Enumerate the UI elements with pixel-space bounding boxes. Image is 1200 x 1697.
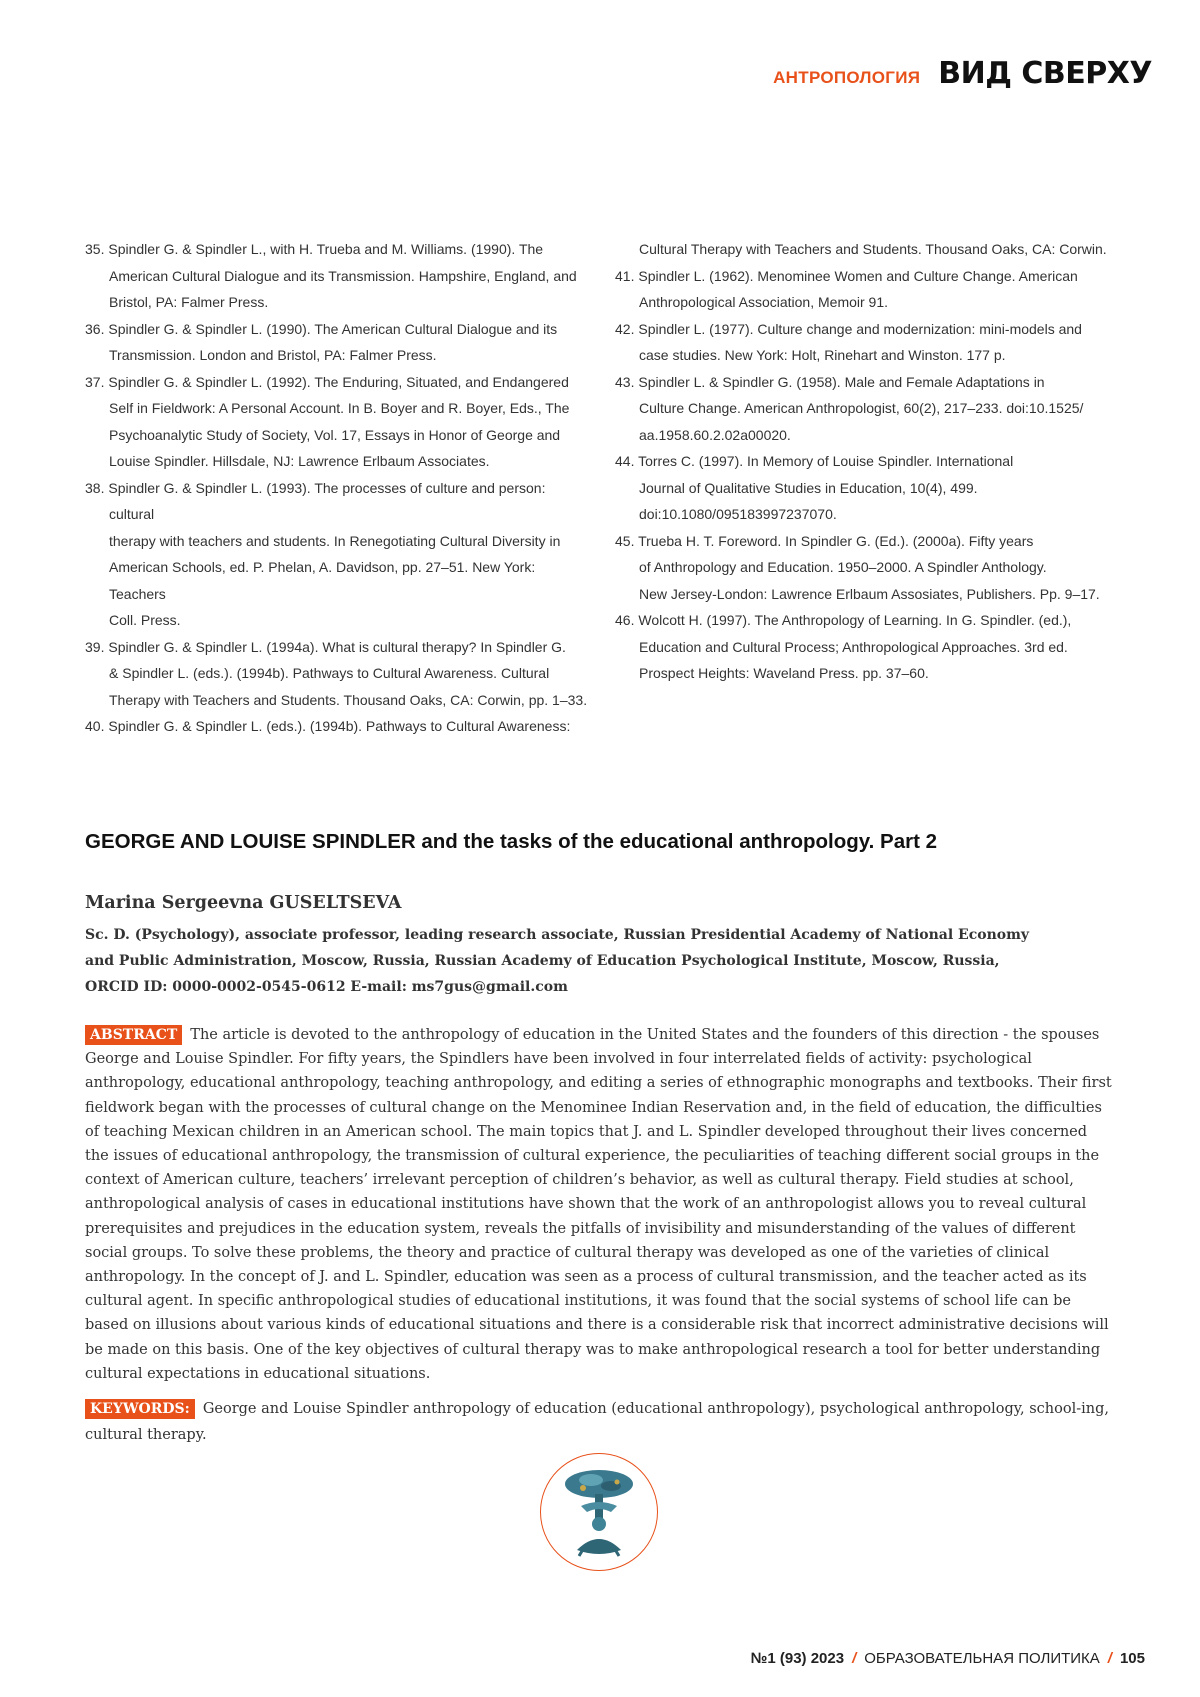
abstract-label: ABSTRACT bbox=[85, 1025, 182, 1045]
article-title: GEORGE AND LOUISE SPINDLER and the tasks of the educational anthropology. Part 2 bbox=[85, 830, 937, 854]
reference-item: 40. Spindler G. & Spindler L. (eds.). (1994b). Pathways to Cultural Awareness: bbox=[85, 713, 593, 740]
reference-item: 37. Spindler G. & Spindler L. (1992). The Enduring, Situated, and Endangered Self in Fieldwork: A Personal Account. In B. Boyer and R. Boyer, Eds., The Psychoanalytic Study of Society, Vol. 17, Essays in Honor of George and Louise Spindler. Hillsdale, NJ: Lawrence Erlbaum Associates. bbox=[85, 369, 593, 475]
section-title: АНТРОПОЛОГИЯ bbox=[773, 68, 920, 88]
footer-separator: / bbox=[852, 1650, 856, 1667]
sculpture-emblem-image bbox=[540, 1453, 658, 1571]
reference-item: 42. Spindler L. (1977). Culture change and modernization: mini-models and case studies. New York: Holt, Rinehart and Winston. 177 p. bbox=[615, 316, 1123, 369]
page-header bbox=[773, 56, 1152, 91]
abstract-text: The article is devoted to the anthropology of education in the United States and the founders of this direction - the spouses George and Louise Spindler. For fifty years, the Spindlers have been involved in four interrelated fields of activity: psychological anthropology, educational anthropology, teaching anthropology, and editing a series of ethnographic monographs and textbooks. Their first fieldwork began with the processes of cultural change on the Menominee Indian Reservation and, in the field of education, the difficulties of teaching Mexican children in an American school. The main topics that J. and L. Spindler developed throughout their lives concerned the issues of educational anthropology, the transmission of cultural experience, the peculiarities of teaching different social groups in the context of American culture, teachers’ irrelevant perception of children’s behavior, as well as cultural therapy. Field studies at school, anthropological analysis of cases in educational institutions have shown that the work of an anthropologist allows you to reveal cultural prerequisites and prejudices in the education system, reveals the pitfalls of invisibility and misunderstanding of the values of different social groups. To solve these problems, the theory and practice of cultural therapy was developed as one of the varieties of clinical anthropology. In the concept of J. and L. Spindler, education was seen as a process of cultural transmission, and the teacher acted as its cultural agent. In specific anthropological studies of educational institutions, it was found that the social systems of school life can be based on illusions about various kinds of educational situations and there is a considerable risk that incorrect administrative decisions will be made on this basis. One of the key objectives of cultural therapy was to make anthropological research a tool for better understanding cultural expectations in educational situations. bbox=[85, 1027, 1112, 1382]
page-number: 105 bbox=[1120, 1650, 1145, 1667]
footer-separator: / bbox=[1108, 1650, 1112, 1667]
reference-item: 39. Spindler G. & Spindler L. (1994a). What is cultural therapy? In Spindler G. & Spindler L. (eds.). (1994b). Pathways to Cultural Awareness. Cultural Therapy with Teachers and Students. Thousand Oaks, CA: Corwin, pp. 1–33. bbox=[85, 634, 593, 714]
author-name: Marina Sergeevna GUSELTSEVA bbox=[85, 893, 401, 913]
reference-item: 38. Spindler G. & Spindler L. (1993). The processes of culture and person: cultural therapy with teachers and students. In Renegotiating Cultural Diversity in American Schools, ed. P. Phelan, A. Davidson, pp. 27–51. New York: Teachers Coll. Press. bbox=[85, 475, 593, 634]
page-footer bbox=[751, 1650, 1145, 1667]
reference-item: 44. Torres C. (1997). In Memory of Louise Spindler. International Journal of Qualitative Studies in Education, 10(4), 499. doi:10.1080/095183997237070. bbox=[615, 448, 1123, 528]
abstract bbox=[85, 1023, 1115, 1386]
references bbox=[85, 236, 1125, 740]
journal-name: ОБРАЗОВАТЕЛЬНАЯ ПОЛИТИКА bbox=[864, 1650, 1100, 1667]
journal-logo: ВИД СВЕРХУ bbox=[938, 56, 1152, 91]
reference-item: 43. Spindler L. & Spindler G. (1958). Male and Female Adaptations in Culture Change. American Anthropologist, 60(2), 217–233. doi:10.1525/ aa.1958.60.2.02a00020. bbox=[615, 369, 1123, 449]
reference-item: 45. Trueba H. T. Foreword. In Spindler G. (Ed.). (2000a). Fifty years of Anthropology and Education. 1950–2000. A Spindler Anthology. New Jersey-London: Lawrence Erlbaum Assosiates, Publishers. Pp. 9–17. bbox=[615, 528, 1123, 608]
reference-item: 36. Spindler G. & Spindler L. (1990). The American Cultural Dialogue and its Transmission. London and Bristol, PA: Falmer Press. bbox=[85, 316, 593, 369]
author-affiliation: Sc. D. (Psychology), associate professor, leading research associate, Russian Presidential Academy of National Economy and Public Administration, Moscow, Russia, Russian Academy of Education Psychological Institute, Moscow, Russia, ORCID ID: 0000-0002-0545-0612 E-mail: ms7gus@gmail.com bbox=[85, 922, 1085, 1000]
keywords-text: George and Louise Spindler anthropology of education (educational anthropology), psychological anthropology, school-ing, cultural therapy. bbox=[85, 1401, 1109, 1443]
issue-number: №1 (93) 2023 bbox=[751, 1650, 844, 1667]
references-left-column bbox=[85, 236, 593, 740]
sculpture-icon bbox=[541, 1454, 657, 1570]
reference-item: 46. Wolcott H. (1997). The Anthropology of Learning. In G. Spindler. (ed.), Education and Cultural Process; Anthropological Approaches. 3rd ed. Prospect Heights: Waveland Press. pp. 37–60. bbox=[615, 607, 1123, 687]
reference-item: 35. Spindler G. & Spindler L., with H. Trueba and M. Williams. (1990). The American Cultural Dialogue and its Transmission. Hampshire, England, and Bristol, PA: Falmer Press. bbox=[85, 236, 593, 316]
reference-continuation: Cultural Therapy with Teachers and Students. Thousand Oaks, CA: Corwin. bbox=[615, 236, 1123, 263]
keywords bbox=[85, 1397, 1115, 1448]
keywords-label: KEYWORDS: bbox=[85, 1399, 195, 1419]
reference-item: 41. Spindler L. (1962). Menominee Women and Culture Change. American Anthropological Association, Memoir 91. bbox=[615, 263, 1123, 316]
references-right-column bbox=[615, 236, 1123, 740]
